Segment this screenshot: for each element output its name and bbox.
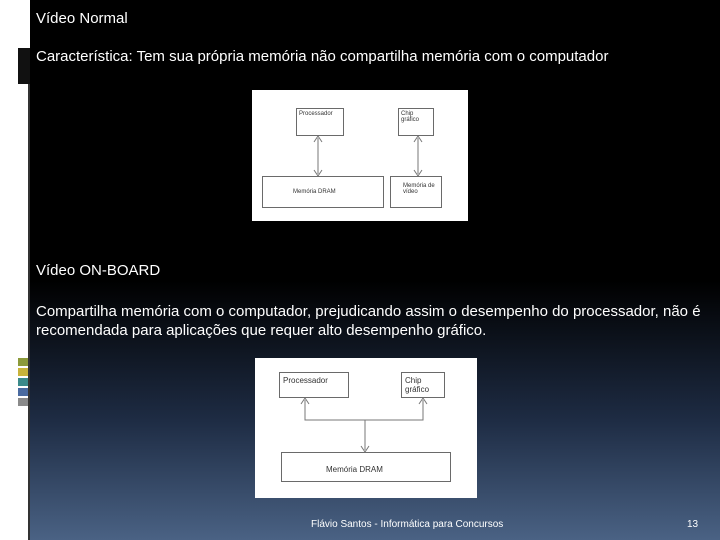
diagram-normal-video — [252, 90, 468, 221]
decor-stripe — [18, 378, 28, 386]
section1-title: Vídeo Normal — [36, 10, 128, 27]
section2-text: Compartilha memória com o computador, prejudicando assim o desempenho do processador, não é recomendada para aplicações que requer alto desempenho gráfico. — [36, 303, 701, 339]
left-decor-bar — [18, 48, 30, 84]
diagram-onboard-video — [255, 358, 477, 498]
decor-stripe — [18, 358, 28, 366]
diagram-arrows — [255, 358, 477, 498]
dram-box: Memória DRAM — [281, 452, 451, 482]
processor-box: Processador — [279, 372, 349, 398]
diagram-arrows — [252, 90, 468, 221]
dram-box: Memória DRAM — [262, 176, 384, 208]
chip-box: Chip gráfico — [398, 108, 434, 136]
processor-box: Processador — [296, 108, 344, 136]
left-decor-line — [28, 84, 30, 540]
section1-text: Característica: Tem sua própria memória não compartilha memória com o computador — [36, 48, 609, 65]
page-number: 13 — [687, 519, 699, 530]
footer-author: Flávio Santos - Informática para Concursos — [311, 519, 504, 530]
video-memory-box: Memória de vídeo — [390, 176, 442, 208]
decor-stripe — [18, 398, 28, 406]
chip-box: Chip gráfico — [401, 372, 445, 398]
decor-stripe — [18, 368, 28, 376]
section2-title: Vídeo ON-BOARD — [36, 262, 161, 279]
decor-stripe — [18, 388, 28, 396]
